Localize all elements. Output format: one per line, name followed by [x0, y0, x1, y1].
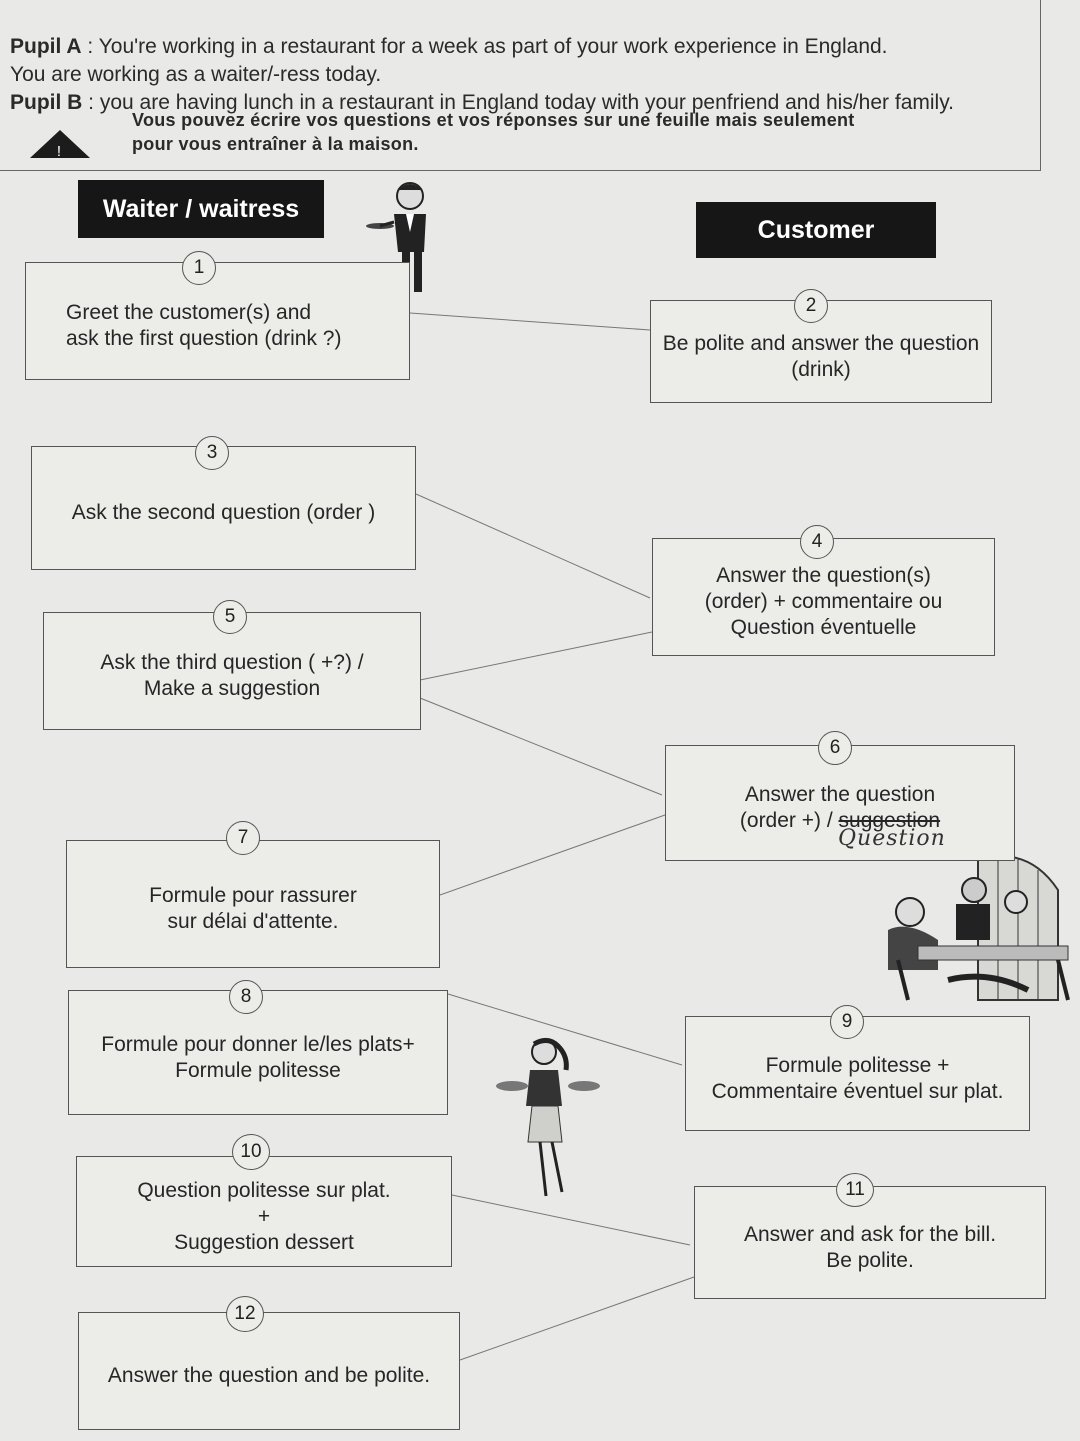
warning-line-2: pour vous entraîner à la maison.: [132, 134, 419, 154]
step-4-line-1: Answer the question(s): [716, 564, 931, 587]
step-9-line-1: Formule politesse +: [765, 1053, 950, 1077]
step-2-line-1: Be polite and answer the question: [662, 331, 980, 355]
step-11-line-2: Be polite.: [826, 1248, 914, 1272]
step-1-number: 1: [182, 251, 216, 285]
step-12-box: [78, 1312, 460, 1430]
struck-word: suggestion: [838, 809, 941, 832]
step-1-line-2: ask the first question (drink ?): [66, 327, 342, 350]
step-10-box: [76, 1156, 452, 1267]
step-1-box: [25, 262, 410, 380]
waiter-label: Waiter / waitress: [78, 180, 324, 238]
step-9-line-2: Commentaire éventuel sur plat.: [711, 1079, 1004, 1103]
connector-11-12: [460, 1277, 694, 1360]
connector-6-7: [440, 815, 665, 895]
waitress-illustration: [496, 1036, 604, 1206]
step-2-number: 2: [794, 289, 828, 323]
step-4-line-3: Question éventuelle: [730, 616, 917, 639]
step-10-line-3: Suggestion dessert: [174, 1230, 354, 1254]
pupil-b-line: Pupil B : you are having lunch in a restaurant in England today with your penfriend and his/her family.: [10, 91, 954, 114]
step-8-line-1: Formule pour donner le/les plats+: [101, 1032, 415, 1056]
step-5-number: 5: [213, 600, 247, 634]
step-1-line-1: Greet the customer(s) and: [66, 301, 312, 324]
step-9-number: 9: [830, 1005, 864, 1039]
step-11-line-1: Answer and ask for the bill.: [743, 1222, 997, 1246]
step-8-line-2: Formule politesse: [175, 1058, 341, 1082]
step-11-box: [694, 1186, 1046, 1299]
step-5-line-1: Ask the third question ( +?) /: [100, 651, 364, 674]
step-11-number: 11: [836, 1173, 874, 1207]
svg-text:!: !: [56, 143, 62, 160]
step-3-line-1: Ask the second question (order ): [71, 501, 376, 524]
step-7-number: 7: [226, 821, 260, 855]
step-7-box: [66, 840, 440, 968]
step-4-number: 4: [800, 525, 834, 559]
customer-label: Customer: [696, 202, 936, 258]
step-10-line-1: Question politesse sur plat.: [137, 1178, 391, 1202]
step-6-number: 6: [818, 731, 852, 765]
connector-1-2: [410, 313, 650, 330]
step-2-line-2: (drink): [791, 357, 851, 381]
step-5-line-2: Make a suggestion: [143, 677, 321, 700]
step-12-line-1: Answer the question and be polite.: [107, 1364, 431, 1387]
step-4-line-2: (order) + commentaire ou: [704, 590, 943, 613]
step-10-line-2: +: [257, 1204, 271, 1228]
step-12-number: 12: [226, 1296, 264, 1332]
step-7-line-2: sur délai d'attente.: [167, 910, 339, 933]
restaurant-scene-illustration: [878, 850, 1080, 1008]
warning-line-1: Vous pouvez écrire vos questions et vos réponses sur une feuille mais seulement: [132, 110, 855, 130]
step-6-line-2: (order +) / suggestion: [739, 809, 941, 832]
connector-2-3: [416, 494, 650, 598]
step-7-line-1: Formule pour rassurer: [149, 884, 357, 907]
step-8-number: 8: [229, 980, 263, 1014]
connector-5-6: [420, 698, 662, 795]
step-10-number: 10: [232, 1134, 270, 1170]
role-line: You are working as a waiter/-ress today.: [10, 63, 382, 86]
pupil-a-line: Pupil A : You're working in a restaurant for a week as part of your work experience in England.: [10, 35, 888, 58]
step-6-line-1: Answer the question: [744, 783, 936, 806]
handwritten-correction: Question: [838, 826, 946, 851]
connector-4-5: [420, 632, 652, 680]
step-3-number: 3: [195, 436, 229, 470]
